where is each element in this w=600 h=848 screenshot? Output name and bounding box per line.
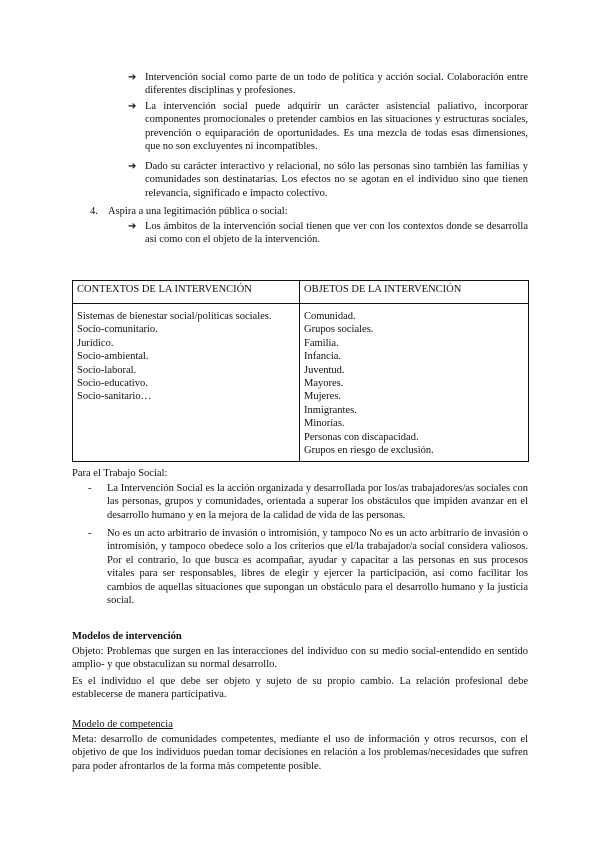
list-item: Grupos sociales. [304, 324, 374, 336]
modelos-paragraph-1: Objeto: Problemas que surgen en las interacciones del individuo con su medio social-entendido en sentido amplio- y que obstaculizan su normal desarrollo. [72, 646, 528, 671]
intro-item-text: La intervención social puede adquirir un carácter asistencial paliativo, incorporar componentes promocionales o pretender cambios en las situaciones y estructuras sociales, prevención o equiparación de oportunidades. Es una mezcla de todas esas dimensiones, que no son excluyentes ni incompatibles. [145, 101, 528, 153]
competencia-heading: Modelo de competencia [72, 719, 173, 730]
trabajo-social-item-2 [88, 527, 528, 607]
header-objetos: OBJETOS DE LA INTERVENCIÓN [300, 281, 529, 304]
list-item: Sistemas de bienestar social/políticas sociales. [77, 311, 272, 322]
arrow-icon: ➔ [128, 161, 137, 172]
list-item: Inmigrantes. [304, 404, 357, 416]
list-item: Personas con discapacidad. [304, 431, 419, 443]
modelos-paragraph-2: Es el individuo el que debe ser objeto y sujeto de su propio cambio. La relación profesional debe establecerse de manera participativa. [72, 676, 528, 701]
arrow-icon: ➔ [128, 72, 137, 83]
list-item: Grupos en riesgo de exclusión. [304, 445, 434, 457]
list-item: Jurídico. [77, 337, 114, 349]
list-item: Socio-ambiental. [77, 351, 149, 363]
trabajo-social-item-text: La Intervención Social es la acción organizada y desarrollada por los/as trabajadores/as sociales con las personas, grupos y comunidades, orientada a superar los obstáculos que impiden avanzar en el desarrollo humano y en la mejora de la calidad de vida de las personas. [107, 483, 528, 521]
list-item: Juventud. [304, 364, 345, 376]
list-item: Familia. [304, 337, 339, 349]
list-item: Socio-sanitario… [77, 391, 152, 403]
modelos-heading: Modelos de intervención [72, 631, 182, 642]
list-item: Socio-comunitario. [77, 324, 158, 336]
trabajo-social-heading: Para el Trabajo Social: [72, 468, 168, 479]
contexts-objects-table [72, 280, 529, 462]
list-item: Socio-laboral. [77, 364, 137, 376]
list-item: Comunidad. [304, 311, 356, 322]
intro-item-2 [128, 100, 528, 154]
table-row [73, 304, 529, 462]
trabajo-social-item-1 [88, 482, 528, 522]
point-4-title: Aspira a una legitimación pública o social: [108, 206, 288, 217]
list-item: Mayores. [304, 378, 344, 390]
trabajo-social-item-text: No es un acto arbitrario de invasión o intromisión, y tampoco No es un acto arbitrario de invasión o intromisión, y tampoco obedece solo a los criterios que el/la trabajador/a social considera valiosos. Por el contrario, lo que busca es acompañar, ayudar y capacitar a las personas en sus procesos vitales para ser responsables, libres de elegir y ejercer la participación, así como facilitar los cambios de aquellas situaciones que supongan un obstáculo para el desarrollo humano y la justicia social. [107, 528, 528, 607]
dash-bullet: - [88, 483, 92, 494]
competencia-paragraph-1: Meta: desarrollo de comunidades competentes, mediante el uso de información y otros recursos, con el objetivo de que los individuos puedan tomar decisiones en relación a los problemas/necesidades que sufren para poder afrontarlos de la forma más competente posible. [72, 734, 528, 772]
objetos-cell [300, 304, 529, 462]
intro-item-3 [128, 160, 528, 200]
arrow-icon: ➔ [128, 221, 137, 232]
intro-item-1 [128, 71, 528, 98]
intro-item-text: Dado su carácter interactivo y relacional, no sólo las personas sino también las familias y comunidades son destinatarias. Los efectos no se agotan en el individuo sino que tienen relevancia, significado e impacto colectivo. [145, 161, 528, 199]
table-header-row [73, 281, 529, 304]
contextos-cell [73, 304, 300, 462]
list-item: Minorías. [304, 418, 345, 430]
list-item: Mujeres. [304, 391, 342, 403]
arrow-icon: ➔ [128, 101, 137, 112]
point-4-item [128, 220, 528, 247]
header-contextos: CONTEXTOS DE LA INTERVENCIÓN [73, 281, 300, 304]
list-item: Infancia. [304, 351, 342, 363]
point-4-number: 4. [90, 206, 98, 217]
point-4-item-text: Los ámbitos de la intervención social tienen que ver con los contextos donde se desarrolla así como con el objeto de la intervención. [145, 221, 528, 246]
list-item: Socio-educativo. [77, 378, 148, 390]
intro-item-text: Intervención social como parte de un todo de política y acción social. Colaboración entre diferentes disciplinas y profesiones. [145, 72, 528, 97]
dash-bullet: - [88, 528, 92, 539]
